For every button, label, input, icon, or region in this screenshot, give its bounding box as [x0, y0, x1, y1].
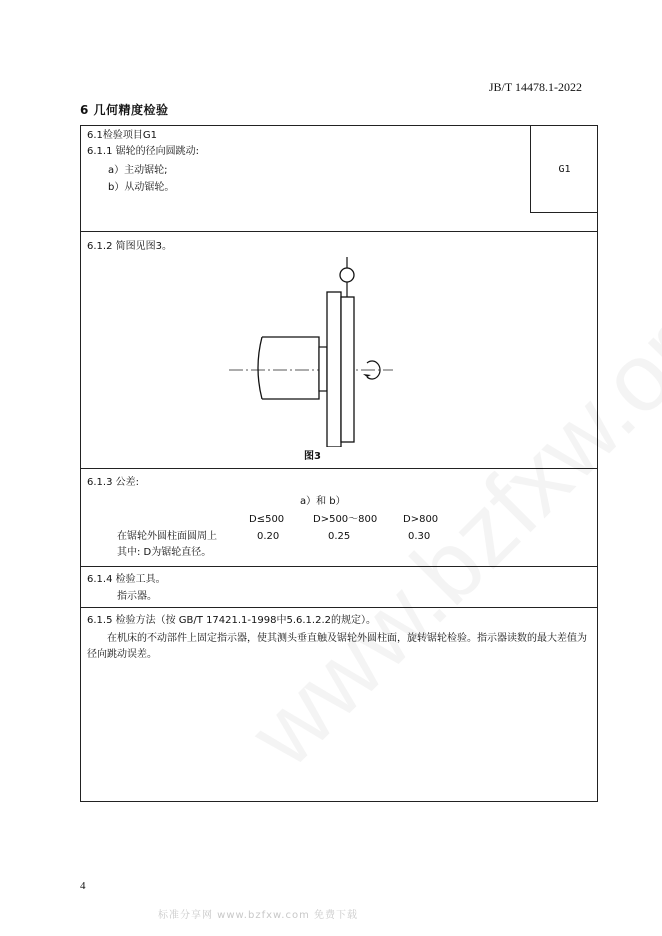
s614-heading: 6.1.4 检验工具。 — [87, 574, 166, 585]
footer-watermark: 标准分享网 www.bzfxw.com 免费下载 — [158, 910, 358, 921]
s611-heading: 6.1.1 锯轮的径向圆跳动: — [87, 146, 199, 157]
figure-caption: 图3 — [304, 451, 321, 462]
saw-wheel-rim — [341, 297, 354, 442]
item-code-box — [530, 126, 598, 213]
tolerance-col-1: D≤500 — [249, 514, 285, 525]
tolerance-note: 其中: D为锯轮直径。 — [117, 547, 212, 558]
tolerance-value-3: 0.30 — [408, 531, 431, 542]
tolerance-row-label: 在锯轮外圆柱面圆周上 — [117, 531, 217, 542]
tolerance-value-2: 0.25 — [328, 531, 351, 542]
hub — [319, 347, 327, 391]
tolerance-col-2: D>500～800 — [313, 514, 378, 525]
arrow-head-icon — [363, 374, 371, 377]
row-divider — [81, 231, 597, 232]
tolerance-value-1: 0.20 — [257, 531, 280, 542]
s613-heading: 6.1.3 公差: — [87, 477, 139, 488]
s611-item-a: a）主动锯轮; — [108, 165, 168, 176]
page-number: 4 — [80, 880, 86, 892]
s611-item-b: b）从动锯轮。 — [108, 182, 175, 193]
standard-number: JB/T 14478.1-2022 — [488, 80, 582, 94]
s614-tool: 指示器。 — [117, 591, 157, 602]
shaft-break-curve — [258, 337, 262, 399]
tolerance-group-label: a）和 b） — [300, 496, 346, 507]
s615-body: 在机床的不动部件上固定指示器，使其测头垂直触及锯轮外圆柱面，旋转锯轮检验。指示器读数的最大差值为径向跳动误差。 — [87, 633, 587, 660]
item-title: 6.1检验项目G1 — [87, 130, 158, 141]
tolerance-col-3: D>800 — [403, 514, 439, 525]
figure-3-diagram — [221, 257, 411, 447]
indicator-dial — [340, 268, 354, 282]
saw-wheel-inner — [327, 292, 341, 447]
section-title: 6 几何精度检验 — [80, 103, 169, 117]
s615-heading: 6.1.5 检验方法（按 GB/T 17421.1-1998中5.6.1.2.2的规定）。 — [87, 615, 377, 626]
item-code: G1 — [558, 164, 571, 175]
shaft — [262, 337, 319, 399]
s612-heading: 6.1.2 简图见图3。 — [87, 241, 172, 252]
